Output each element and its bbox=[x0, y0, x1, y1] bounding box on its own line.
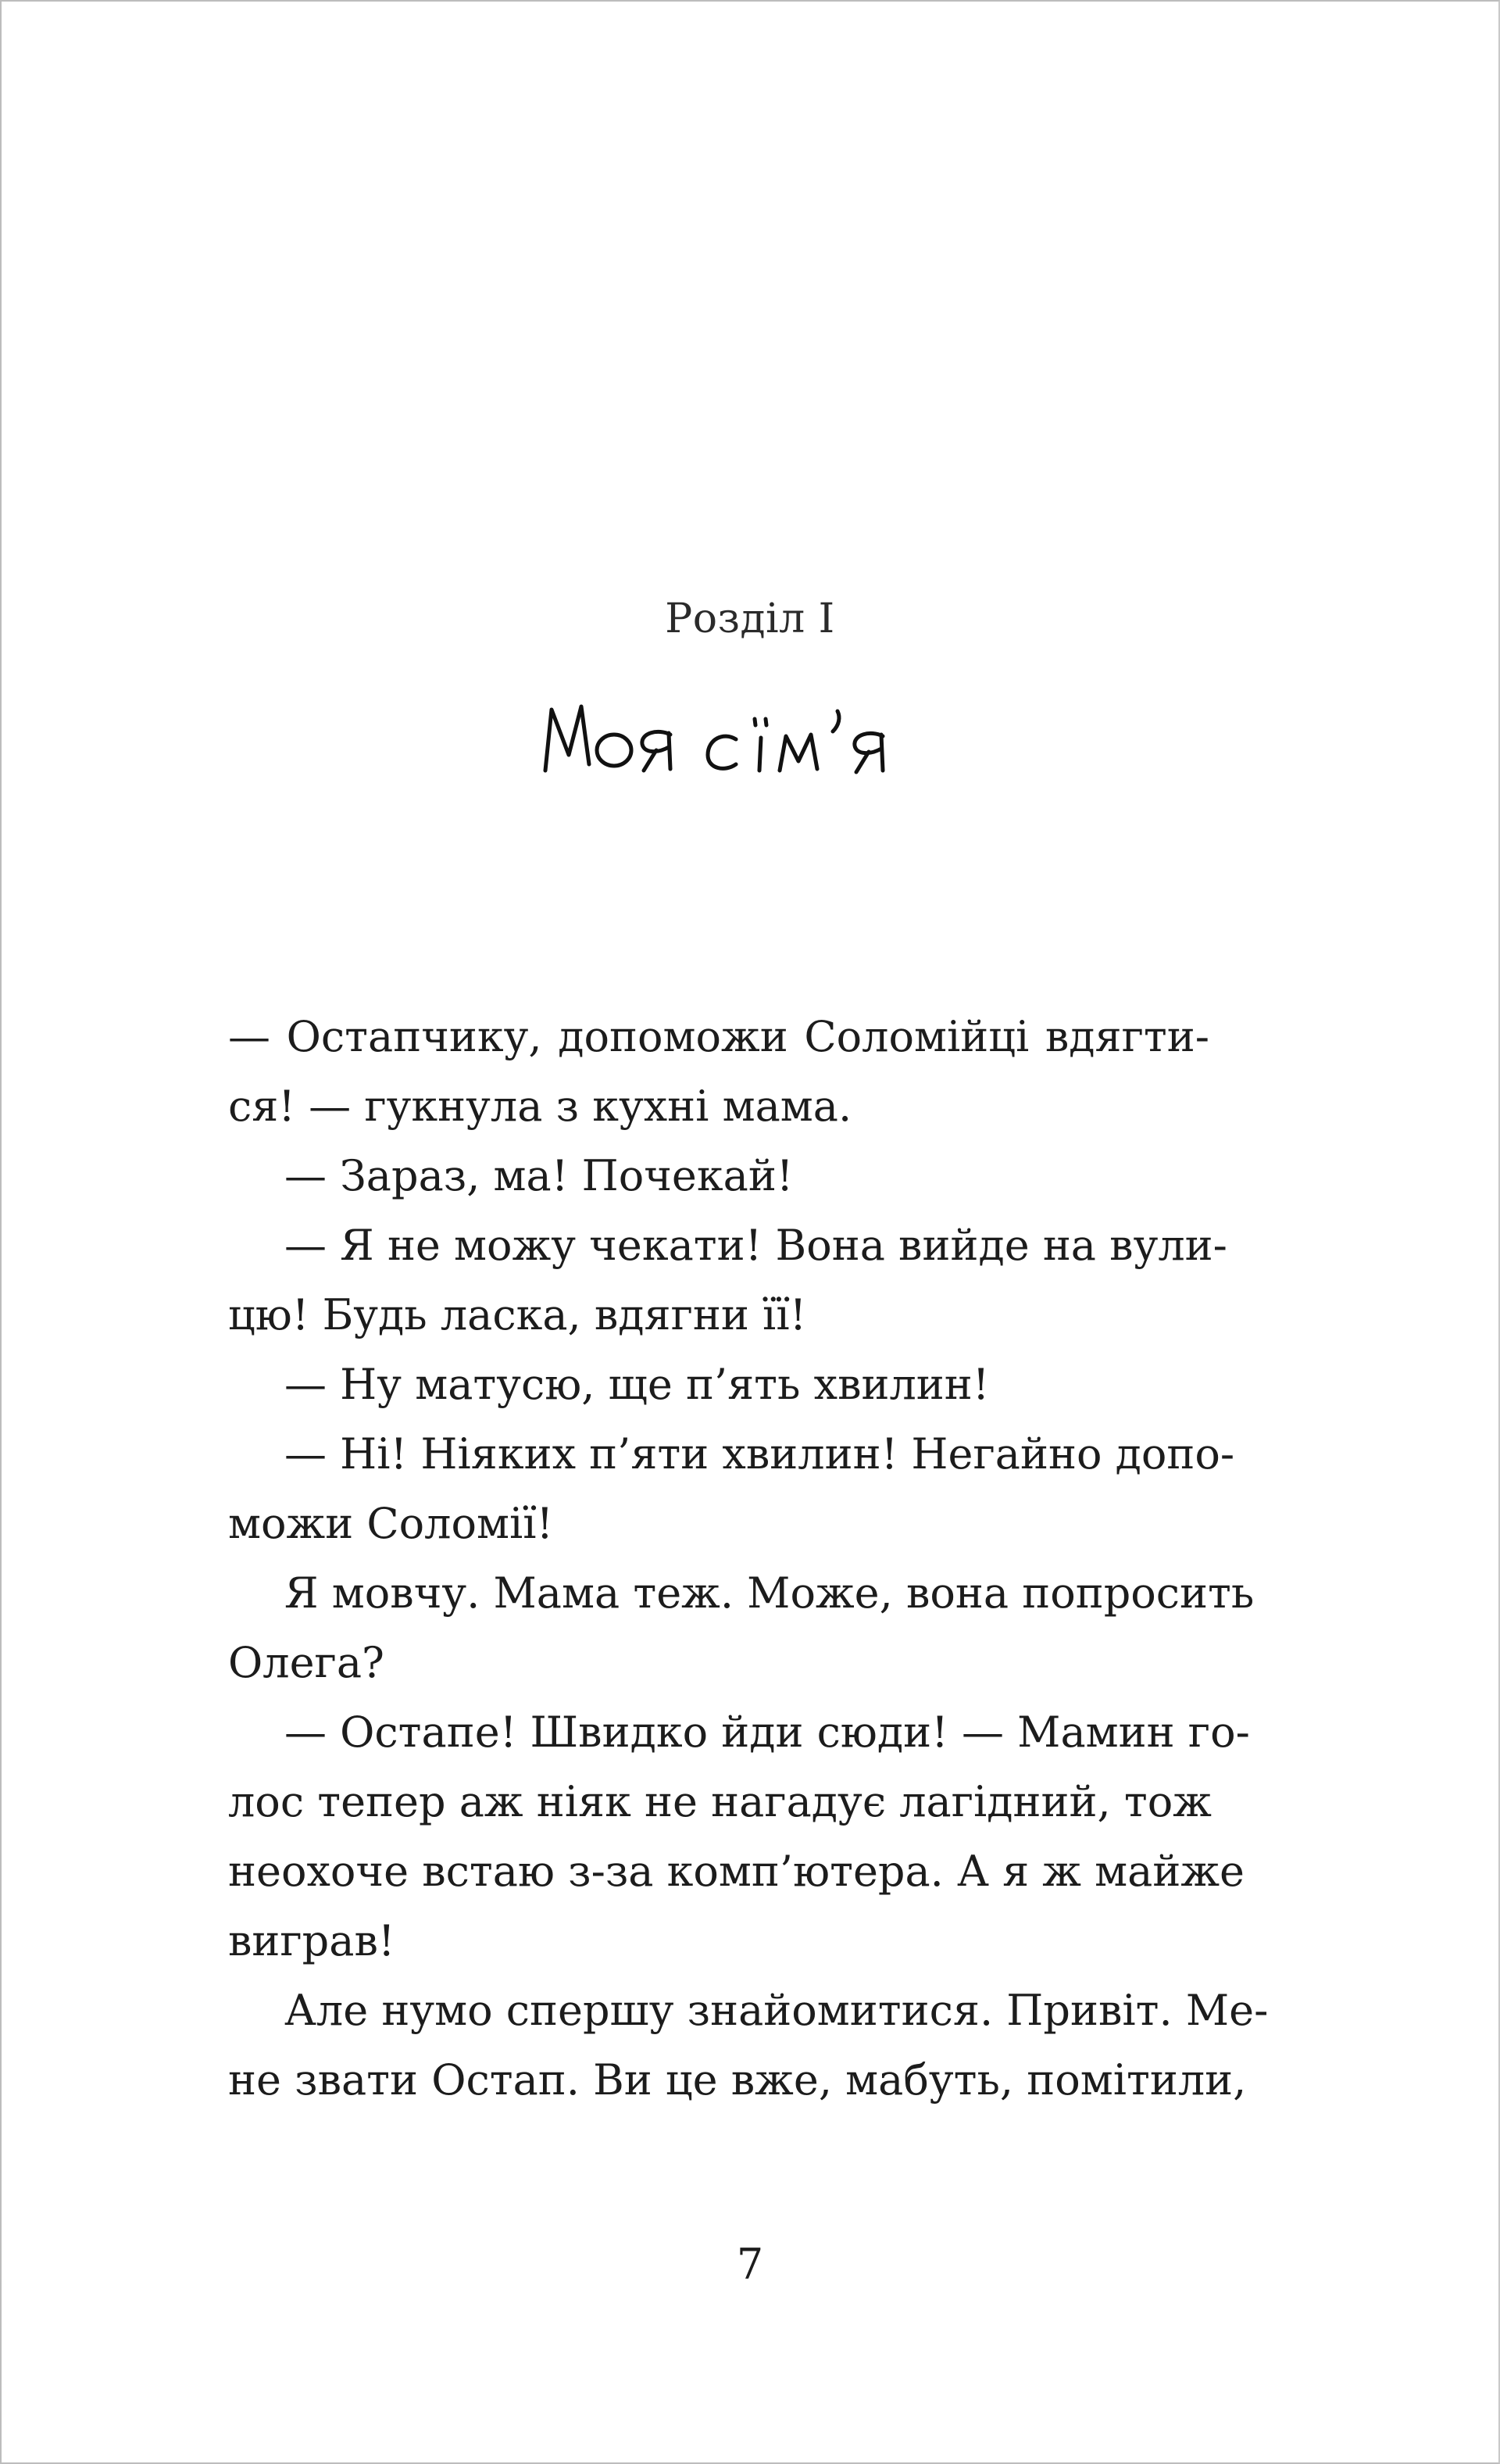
text-line: — Остапе! Швидко йди сюди! — Мамин го- bbox=[284, 1708, 1250, 1757]
title-letter-m-small bbox=[780, 735, 817, 771]
title-apostrophe bbox=[833, 711, 839, 731]
text-line: виграв! bbox=[228, 1916, 395, 1965]
title-letter-o bbox=[597, 735, 631, 766]
text-line: — Ні! Ніяких п’яти хвилин! Негайно допо- bbox=[284, 1429, 1235, 1479]
text-line: — Ну матусю, ще п’ять хвилин! bbox=[284, 1360, 990, 1409]
chapter-label: Розділ І bbox=[665, 595, 835, 642]
text-line: Я мовчу. Мама теж. Може, вона попросить bbox=[284, 1568, 1255, 1618]
text-line: можи Соломії! bbox=[228, 1499, 554, 1548]
title-letter-s bbox=[708, 736, 736, 768]
title-letter-i bbox=[759, 738, 761, 771]
body-text bbox=[228, 1002, 1269, 2115]
page-number: 7 bbox=[736, 2240, 764, 2289]
text-line: Олега? bbox=[228, 1638, 384, 1687]
text-line: — Остапчику, допоможи Соломійці вдягти- bbox=[228, 1012, 1209, 1061]
text-line: Але нумо спершу знайомитися. Привіт. Ме- bbox=[284, 1986, 1269, 2035]
text-line: ся! — гукнула з кухні мама. bbox=[228, 1082, 852, 1131]
text-line: лос тепер аж ніяк не нагадує лагідний, тож bbox=[228, 1777, 1212, 1826]
text-line: — Зараз, ма! Почекай! bbox=[284, 1151, 794, 1200]
text-line: — Я не можу чекати! Вона вийде на вули- bbox=[284, 1221, 1227, 1270]
title-letter-ya bbox=[642, 731, 670, 771]
title-letter-m bbox=[545, 706, 589, 771]
text-line: неохоче встаю з-за комп’ютера. А я ж майже bbox=[228, 1847, 1245, 1896]
text-line: не звати Остап. Ви це вже, мабуть, помітили, bbox=[228, 2055, 1247, 2105]
title-letter-ya-2 bbox=[855, 733, 883, 772]
text-line: цю! Будь ласка, вдягни її! bbox=[228, 1290, 807, 1339]
chapter-title-handwritten bbox=[531, 678, 906, 788]
